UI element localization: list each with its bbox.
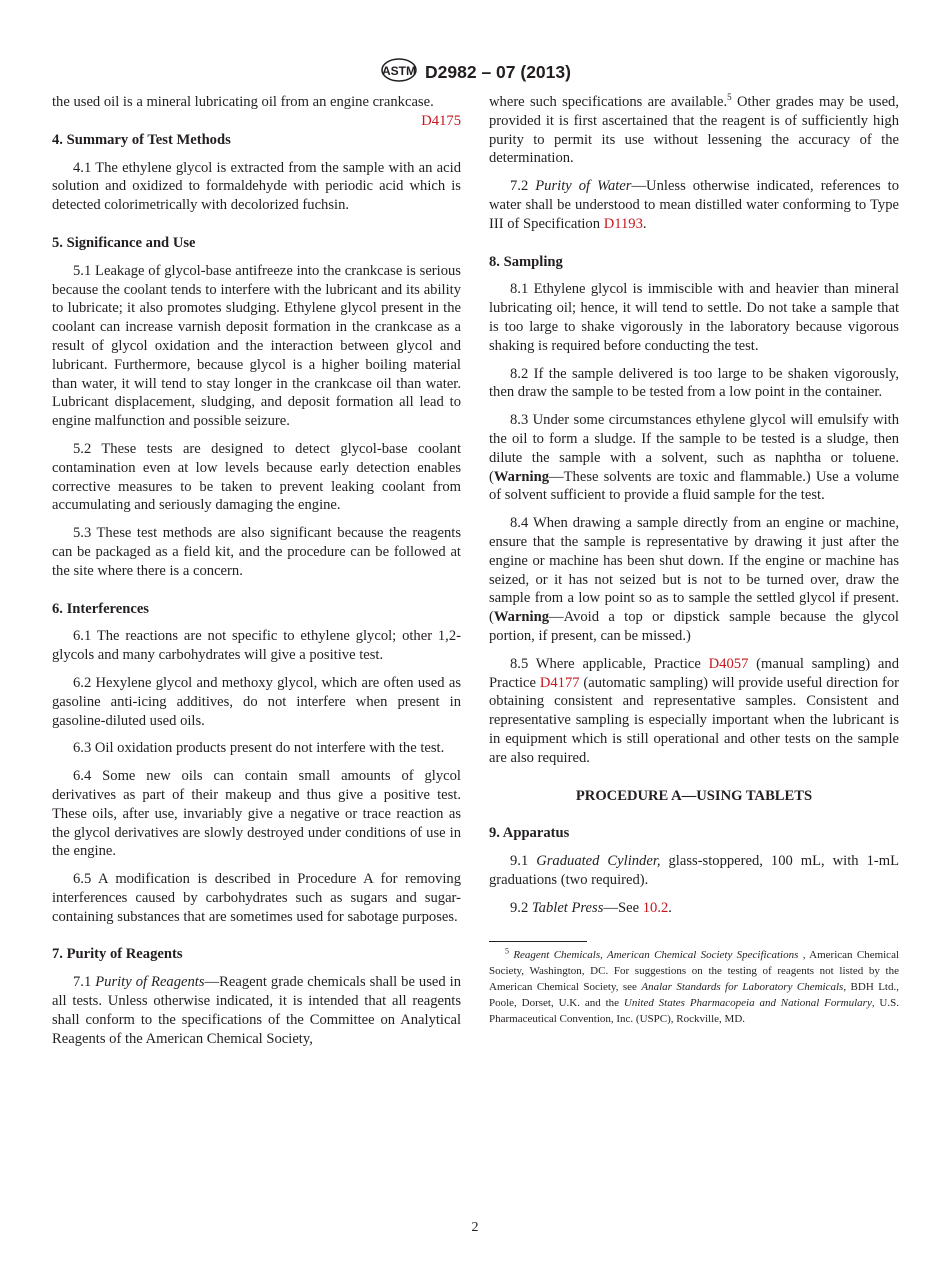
text: 5.2 These tests are designed to detect glycol-base coolant contamination even at low levels because early detection enables corrective measures to be taken to prevent leaking coolant from accumulating and seriously damaging the engine.: [52, 440, 461, 514]
text: 8.5 Where applicable, Practice: [510, 655, 709, 672]
text: 7.1: [73, 974, 96, 991]
text: 4.1 The ethylene glycol is extracted from the sample with an acid solution and oxidized to formaldehyde with periodic acid which is detected colorimetrically with decolorized fuchsin.: [52, 159, 461, 214]
paragraph: [489, 852, 899, 890]
section-heading: [489, 824, 899, 843]
text: .: [668, 899, 672, 916]
footnote: [489, 948, 899, 1027]
text: 6.4 Some new oils can contain small amounts of glycol derivatives as part of their makeup and thus give a positive test. These oils, after use, invariably give a negative or trace reaction as the glycol derivatives are slowly destroyed under conditions of use in the engine.: [52, 768, 461, 860]
text: —Unless otherwise indicated, references to water shall be understood to mean distilled water conforming to Type III of Specification: [489, 178, 899, 232]
italic-text: Tablet Press: [531, 899, 604, 916]
astm-logo-icon: [379, 55, 419, 90]
footnote-marker: 5: [505, 946, 509, 956]
paragraph: [489, 177, 899, 233]
paragraph: [52, 627, 461, 665]
bold-text: Warning: [493, 468, 550, 485]
section-heading: [489, 253, 899, 272]
text: 9.2: [510, 899, 532, 916]
paragraph: [52, 440, 461, 515]
reference-link[interactable]: 10.2: [642, 899, 669, 916]
text: , BDH Ltd., Poole, Dorset, U.K. and the: [489, 981, 899, 1009]
text: —These solvents are toxic and flammable.) Use a volume of solvent sufficient to provide a fluid sample for the test.: [489, 468, 899, 504]
text: Other grades may be used, provided it is first ascertained that the reagent is of sufficiently high purity to permit its use without lessening the accuracy of the determination.: [489, 94, 899, 167]
paragraph: [489, 655, 899, 768]
text: , American Chemical Society, Washington, DC. For suggestions on the testing of reagents not listed by the American Chemical Society, see: [489, 949, 900, 994]
text: (automatic sampling) will provide useful direction for obtaining consistent and representative samples. Consistent and representative sampling is especially important when the lubricant is in equipment which is still operational and other tests on the sample are also required.: [489, 674, 899, 766]
bold-text: Warning: [493, 609, 550, 626]
section-heading: [52, 234, 461, 253]
paragraph: [52, 262, 461, 431]
reference-link[interactable]: D1193: [603, 215, 643, 232]
text: 7. Purity of Reagents: [52, 946, 183, 963]
paragraph: [489, 411, 899, 505]
text: 5. Significance and Use: [52, 234, 196, 251]
text: 8.1 Ethylene glycol is immiscible with and heavier than mineral lubricating oil; hence, it will tend to settle. Do not take a sample that is too large to shake vigorously in the laboratory because vigorous shaking is required before conducting the test.: [489, 281, 899, 354]
text: —Avoid a top or dipstick sample because the glycol portion, if present, can be missed.): [489, 609, 899, 644]
paragraph: [52, 870, 461, 926]
text: 6.5 A modification is described in Procedure A for removing interferences caused by carbohydrates such as sugars and sugar-containing substances that are sometimes used for sabotage purposes.: [52, 871, 461, 925]
footnote-divider: [489, 941, 587, 942]
section-heading: [52, 945, 461, 964]
left-column: [52, 93, 461, 1057]
text: PROCEDURE A—USING TABLETS: [575, 787, 813, 804]
text: where such specifications are available.: [489, 94, 728, 110]
paragraph: [52, 674, 461, 730]
page-header: [0, 55, 950, 90]
reference-link[interactable]: D4057: [708, 655, 749, 672]
paragraph: [489, 899, 899, 918]
italic-text: United States Pharmacopeia and National Formulary: [623, 996, 872, 1009]
italic-text: Purity of Water: [535, 178, 632, 195]
text: 6.2 Hexylene glycol and methoxy glycol, which are often used as gasoline anti-icing additives, do not interfere when present in gasoline-diluted used oils.: [52, 674, 461, 729]
paragraph: [52, 739, 461, 758]
text: 5.3 These test methods are also significant because the reagents can be packaged as a field kit, and the procedure can be followed at the site where there is a concern.: [52, 525, 461, 579]
text: 9.1: [510, 853, 537, 870]
reference-link[interactable]: D4175: [421, 112, 461, 129]
italic-text: Graduated Cylinder,: [536, 853, 661, 870]
text: 8. Sampling: [489, 253, 563, 270]
text: 8.2 If the sample delivered is too large to be shaken vigorously, then draw the sample to be tested from a low point in the container.: [489, 365, 899, 401]
paragraph: [52, 973, 461, 1048]
paragraph: [489, 514, 899, 646]
paragraph: [489, 365, 899, 403]
text: 6.1 The reactions are not specific to ethylene glycol; other 1,2-glycols and many carbohydrates will give a positive test.: [52, 628, 461, 664]
svg-text:ASTM: ASTM: [382, 64, 417, 78]
paragraph: [52, 524, 461, 580]
text: 8.3 Under some circumstances ethylene glycol will emulsify with the oil to form a sludge. If the sample to be tested is a sludge, then dilute the sample with a solvent, such as naphtha or toluene. (: [489, 412, 899, 485]
text: —See: [603, 899, 643, 916]
paragraph: [489, 280, 899, 355]
text: , U.S. Pharmaceutical Convention, Inc. (USPC), Rockville, MD.: [489, 996, 899, 1025]
italic-text: Purity of Reagents: [95, 974, 205, 991]
procedure-heading: [489, 787, 899, 806]
section-heading: [52, 131, 461, 150]
reference-link[interactable]: D4177: [539, 674, 580, 691]
text: .: [642, 215, 647, 232]
paragraph: [52, 159, 461, 215]
section-heading: [52, 600, 461, 619]
right-column: [489, 93, 899, 1027]
text: —Reagent grade chemicals shall be used in all tests. Unless otherwise indicated, it is intended that all reagents shall conform to the specifications of the Committee on Analytical Reagents of the American Chemical Society,: [52, 974, 462, 1047]
designation: D2982 – 07 (2013): [425, 62, 571, 82]
footnote-marker: 5: [727, 92, 732, 103]
text: 4. Summary of Test Methods: [52, 131, 231, 148]
paragraph: [52, 767, 461, 861]
paragraph: [52, 93, 461, 129]
text: (manual sampling) and Practice: [489, 655, 899, 691]
italic-text: Reagent Chemicals, American Chemical Society Specifications: [513, 949, 799, 962]
text: 8.4 When drawing a sample directly from an engine or machine, ensure that the sample is representative by drawing it just after the engine or machine has been shut down. If the engine or machine has seized, or it has not seized but is not to be turned over, draw the sample from a low point so as to sample the settled glycol if present. (: [489, 515, 899, 626]
text: glass-stoppered, 100 mL, with 1-mL graduations (two required).: [489, 853, 899, 888]
text: 6.3 Oil oxidation products present do not interfere with the test.: [73, 740, 445, 757]
text: the used oil is a mineral lubricating oil from an engine crankcase.: [52, 94, 434, 110]
text: 9. Apparatus: [489, 825, 570, 842]
page-number: 2: [471, 1220, 479, 1235]
paragraph: [489, 93, 899, 168]
italic-text: Analar Standards for Laboratory Chemicals: [641, 981, 844, 994]
text: 7.2: [510, 178, 536, 195]
text: 5.1 Leakage of glycol-base antifreeze into the crankcase is serious because the coolant tends to interfere with the lubricant and its ability to lubricate; it also promotes sludging. Ethylene glycol present in the coolant can increase varnish deposit formation in the crankcase as a result of glycol oxidation and the interaction between glycol and lubricant. Furthermore, because glycol is a higher boiling material than water, it will tend to stay longer in the crankcase oil than water. Lubricant displacement, sludging, and deposit formation all lead to engine malfunction and possible seizure.: [52, 262, 461, 430]
text: 6. Interferences: [52, 600, 149, 617]
